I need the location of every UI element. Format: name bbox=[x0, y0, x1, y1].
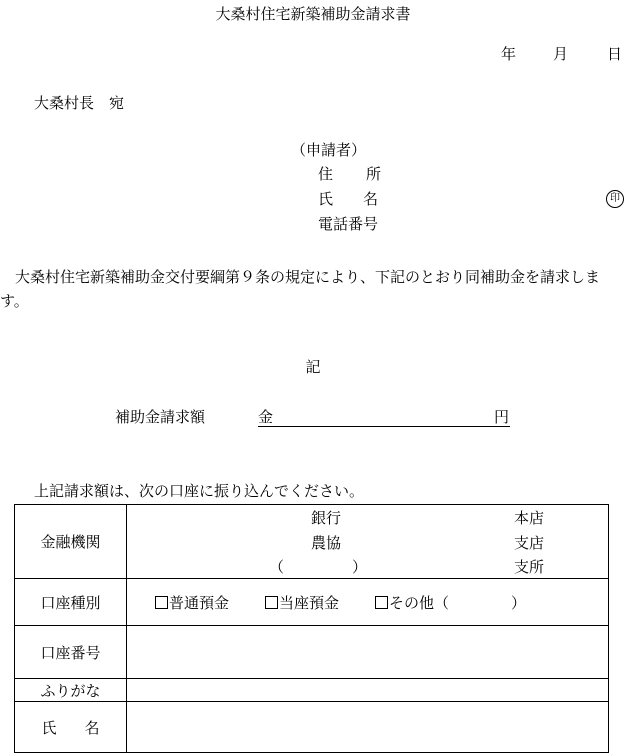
furigana-row bbox=[15, 679, 609, 702]
amount-prefix: 金 bbox=[258, 408, 274, 426]
transfer-instruction: 上記請求額は、次の口座に振り込んでください。 bbox=[34, 482, 365, 500]
office-label: 支所 bbox=[514, 558, 545, 576]
account-number-row bbox=[15, 626, 609, 679]
financial-institution-row bbox=[15, 505, 609, 579]
paren-close: ） bbox=[352, 558, 368, 576]
address-label: 住 所 bbox=[318, 165, 383, 183]
recipient: 大桑村長 宛 bbox=[34, 94, 125, 112]
account-type-row bbox=[15, 579, 609, 626]
financial-institution-field[interactable] bbox=[127, 505, 609, 579]
agri-coop-label: 農協 bbox=[311, 534, 342, 552]
date-day: 日 bbox=[607, 45, 623, 63]
amount-suffix: 円 bbox=[494, 408, 510, 426]
paren-open: （ bbox=[269, 558, 285, 576]
ki-heading: 記 bbox=[305, 358, 321, 376]
option-ordinary-label: 普通預金 bbox=[169, 593, 230, 612]
checkbox-other[interactable] bbox=[375, 596, 388, 609]
applicant-heading: （申請者） bbox=[291, 141, 367, 159]
head-office-label: 本店 bbox=[514, 509, 545, 527]
branch-label: 支店 bbox=[514, 534, 545, 552]
option-other-label: その他（ bbox=[389, 593, 450, 612]
amount-label: 補助金請求額 bbox=[115, 408, 206, 426]
account-type-label: 口座種別 bbox=[15, 579, 127, 626]
option-ordinary[interactable] bbox=[155, 592, 229, 613]
furigana-field[interactable] bbox=[127, 679, 609, 702]
name-label: 氏 名 bbox=[318, 190, 379, 208]
account-table bbox=[14, 504, 609, 753]
holder-name-label bbox=[15, 702, 127, 753]
option-other[interactable] bbox=[375, 592, 526, 613]
financial-institution-label: 金融機関 bbox=[15, 505, 127, 579]
account-number-label: 口座番号 bbox=[15, 626, 127, 679]
amount-field[interactable] bbox=[258, 405, 510, 427]
account-number-field[interactable] bbox=[127, 626, 609, 679]
holder-name-label-b: 名 bbox=[84, 718, 100, 737]
checkbox-ordinary[interactable] bbox=[155, 596, 168, 609]
phone-label: 電話番号 bbox=[318, 215, 379, 233]
option-other-close: ） bbox=[511, 593, 527, 612]
date-month: 月 bbox=[553, 45, 569, 63]
account-type-options bbox=[127, 579, 609, 626]
date-year: 年 bbox=[501, 45, 517, 63]
option-current-label: 当座預金 bbox=[279, 593, 340, 612]
bank-label: 銀行 bbox=[311, 509, 342, 527]
furigana-label: ふりがな bbox=[15, 679, 127, 702]
holder-name-label-a: 氏 bbox=[41, 718, 57, 737]
request-statement: 大桑村住宅新築補助金交付要綱第９条の規定により、下記のとおり同補助金を請求します。 bbox=[0, 268, 601, 310]
holder-name-field[interactable] bbox=[127, 702, 609, 753]
checkbox-current[interactable] bbox=[265, 596, 278, 609]
document-title: 大桑村住宅新築補助金請求書 bbox=[215, 5, 411, 23]
holder-name-row bbox=[15, 702, 609, 753]
option-current[interactable] bbox=[265, 592, 339, 613]
seal-mark: 印 bbox=[606, 190, 624, 208]
